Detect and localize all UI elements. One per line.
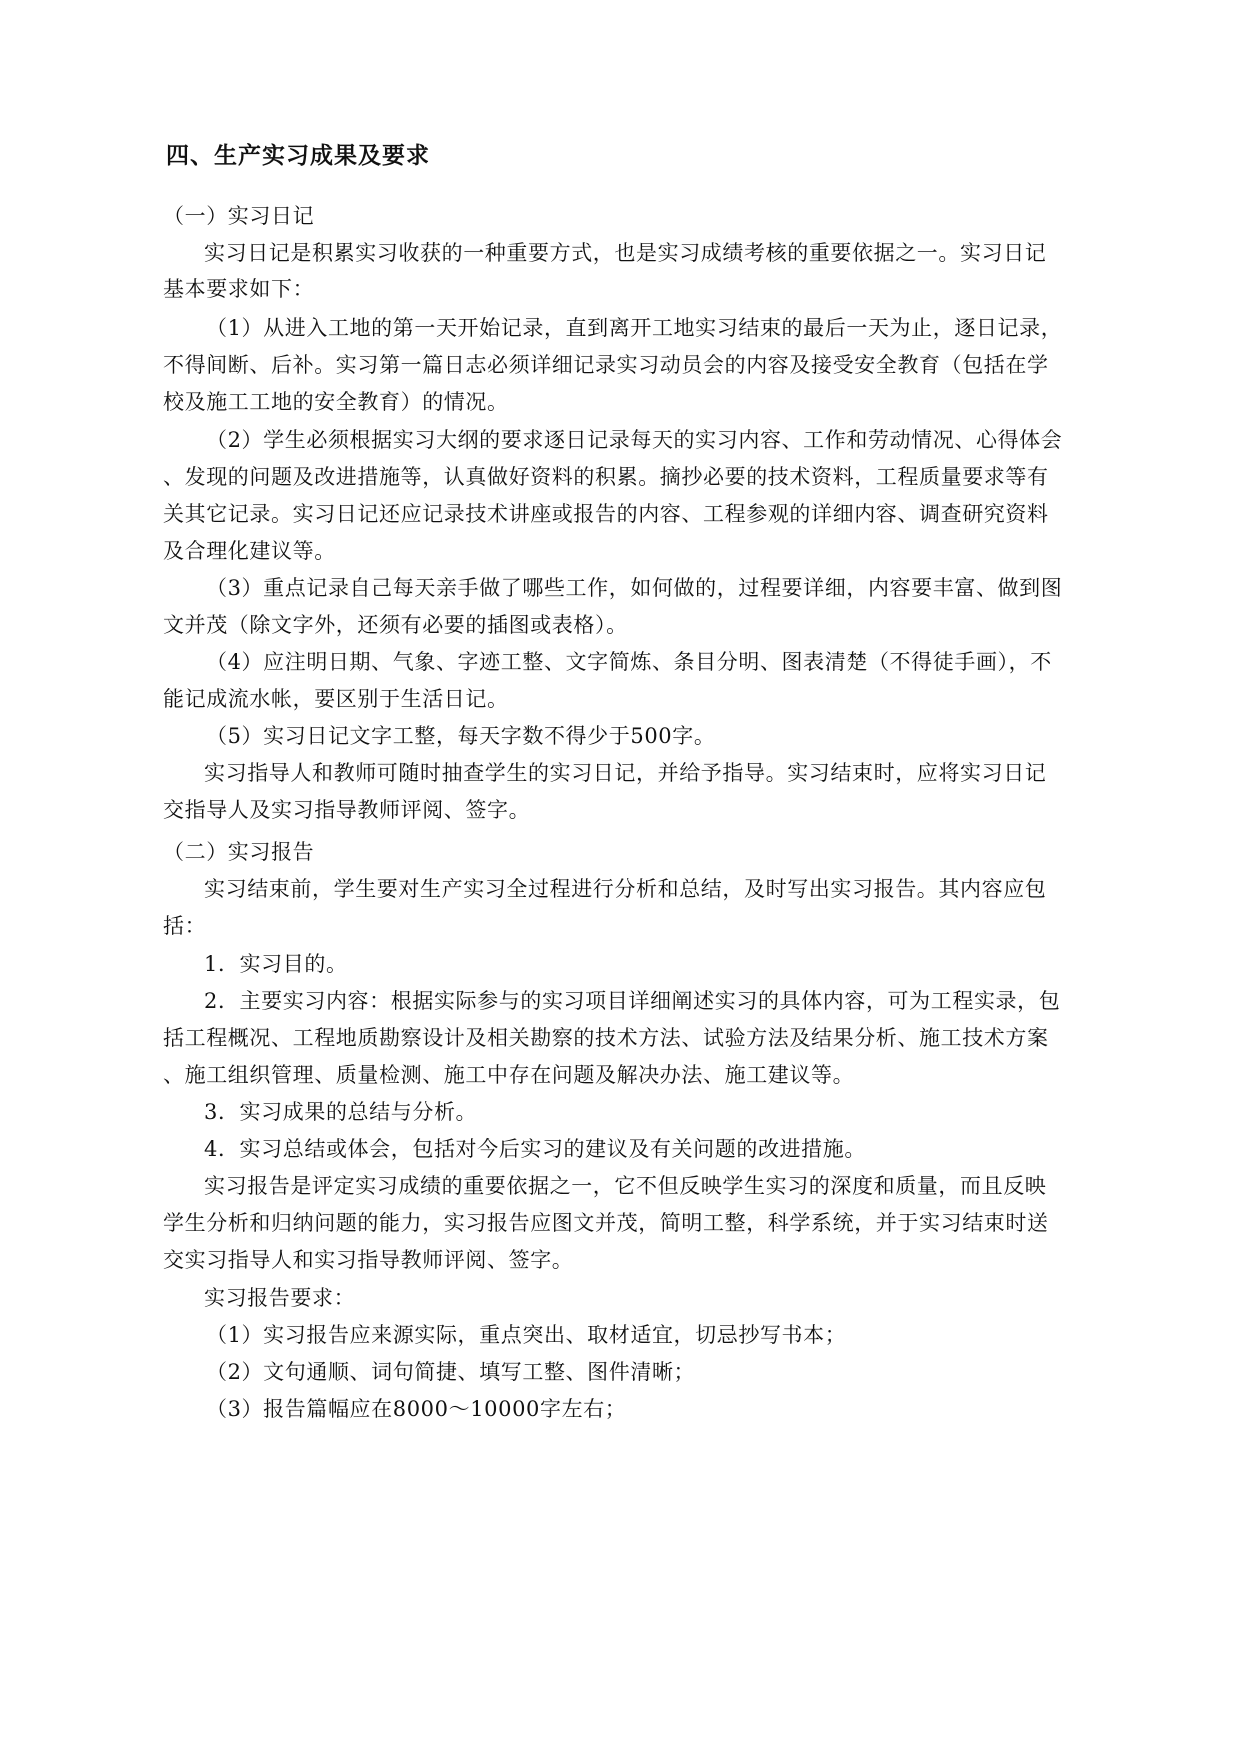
diary-item-2-line-2: 、发现的问题及改进措施等，认真做好资料的积累。摘抄必要的技术资料，工程质量要求等有: [163, 465, 1049, 489]
diary-item-5-line-1: （5）实习日记文字工整，每天字数不得少于500字。: [206, 724, 716, 748]
diary-item-3-line-1: （3）重点记录自己每天亲手做了哪些工作，如何做的，过程要详细，内容要丰富、做到图: [206, 576, 1063, 600]
diary-intro-line-1: 实习日记是积累实习收获的一种重要方式，也是实习成绩考核的重要依据之一。实习日记: [204, 241, 1047, 265]
report-requirement-2: （2）文句通顺、词句简捷、填写工整、图件清晰；: [206, 1360, 696, 1384]
report-item-2-line-2: 括工程概况、工程地质勘察设计及相关勘察的技术方法、试验方法及结果分析、施工技术方案: [163, 1026, 1049, 1050]
diary-item-2-line-4: 及合理化建议等。: [163, 539, 336, 563]
report-intro-line-1: 实习结束前，学生要对生产实习全过程进行分析和总结，及时写出实习报告。其内容应包: [204, 877, 1047, 901]
report-summary-line-2: 学生分析和归纳问题的能力，实习报告应图文并茂，简明工整，科学系统，并于实习结束时送: [163, 1211, 1049, 1235]
diary-closing-line-2: 交指导人及实习指导教师评阅、签字。: [163, 798, 531, 822]
diary-item-1-line-2: 不得间断、后补。实习第一篇日志必须详细记录实习动员会的内容及接受安全教育（包括在学: [163, 353, 1049, 377]
diary-intro-line-2: 基本要求如下：: [163, 277, 315, 301]
report-requirement-3: （3）报告篇幅应在8000～10000字左右；: [206, 1397, 627, 1421]
report-intro-line-2: 括：: [163, 914, 207, 938]
report-item-1: 1．实习目的。: [204, 952, 348, 976]
diary-item-3-line-2: 文并茂（除文字外，还须有必要的插图或表格）。: [163, 613, 628, 637]
report-item-2-line-3: 、施工组织管理、质量检测、施工中存在问题及解决办法、施工建议等。: [163, 1063, 855, 1087]
report-item-2-line-1: 2．主要实习内容：根据实际参与的实习项目详细阐述实习的具体内容，可为工程实录，包: [204, 989, 1061, 1013]
diary-item-1-line-3: 校及施工工地的安全教育）的情况。: [163, 390, 509, 414]
diary-closing-line-1: 实习指导人和教师可随时抽查学生的实习日记，并给予指导。实习结束时，应将实习日记: [204, 761, 1047, 785]
report-summary-line-3: 交实习指导人和实习指导教师评阅、签字。: [163, 1248, 574, 1272]
diary-item-2-line-3: 关其它记录。实习日记还应记录技术讲座或报告的内容、工程参观的详细内容、调查研究资料: [163, 502, 1049, 526]
subsection-title-diary: （一）实习日记: [163, 204, 315, 228]
subsection-title-report: （二）实习报告: [163, 840, 315, 864]
diary-item-1-line-1: （1）从进入工地的第一天开始记录，直到离开工地实习结束的最后一天为止，逐日记录，: [206, 316, 1063, 340]
report-item-3: 3．实习成果的总结与分析。: [204, 1100, 478, 1124]
section-heading: 四、生产实习成果及要求: [166, 143, 430, 169]
diary-item-4-line-1: （4）应注明日期、气象、字迹工整、文字简炼、条目分明、图表清楚（不得徒手画），不: [206, 650, 1052, 674]
diary-item-4-line-2: 能记成流水帐，要区别于生活日记。: [163, 687, 509, 711]
report-item-4: 4．实习总结或体会，包括对今后实习的建议及有关问题的改进措施。: [204, 1137, 866, 1161]
report-requirements-title: 实习报告要求：: [204, 1286, 356, 1310]
diary-item-2-line-1: （2）学生必须根据实习大纲的要求逐日记录每天的实习内容、工作和劳动情况、心得体会: [206, 428, 1063, 452]
report-requirement-1: （1）实习报告应来源实际，重点突出、取材适宜，切忌抄写书本；: [206, 1323, 847, 1347]
report-summary-line-1: 实习报告是评定实习成绩的重要依据之一，它不但反映学生实习的深度和质量，而且反映: [204, 1174, 1047, 1198]
